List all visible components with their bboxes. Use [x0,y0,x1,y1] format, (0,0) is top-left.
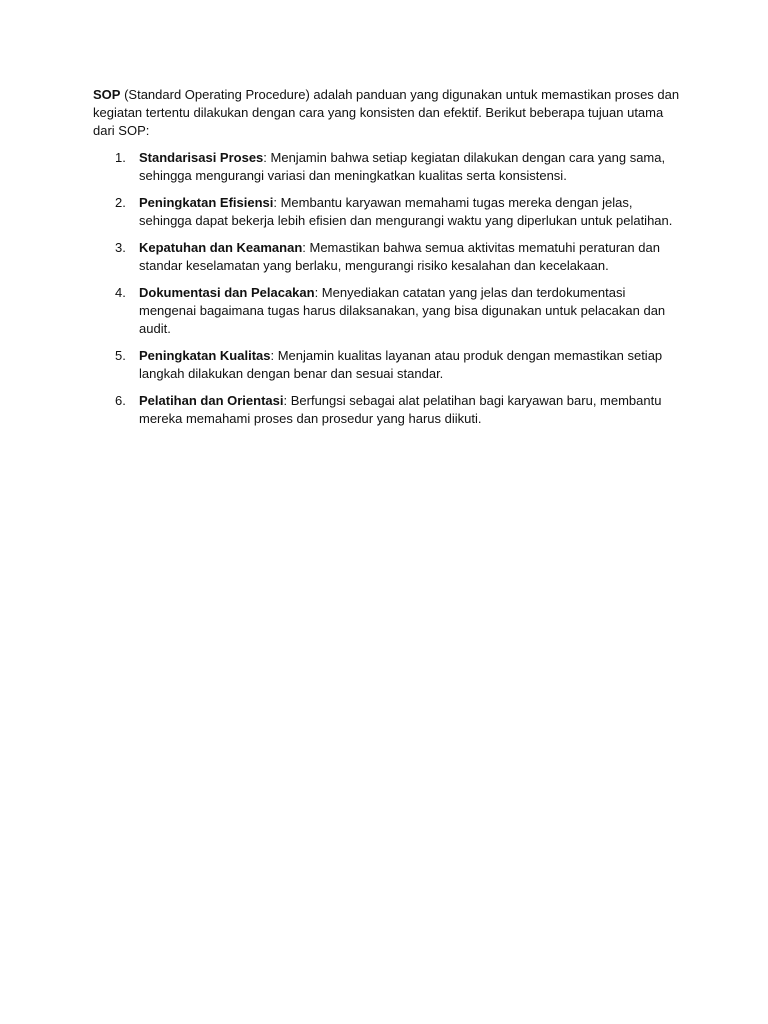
purpose-list [93,149,683,428]
list-item-title: Dokumentasi dan Pelacakan [139,285,315,300]
list-number: 4. [115,285,126,300]
list-item [93,347,683,383]
list-item [93,239,683,275]
list-item-title: Peningkatan Kualitas [139,348,271,363]
list-number: 5. [115,348,126,363]
list-number: 6. [115,393,126,408]
intro-paragraph [93,86,683,140]
intro-term: SOP [93,87,121,102]
list-item-title: Kepatuhan dan Keamanan [139,240,303,255]
list-item-text: : Menyediakan catatan yang jelas dan terdokumentasi mengenai bagaimana tugas harus dilaksanakan, yang bisa digunakan untuk pelacakan dan audit. [139,285,666,336]
list-number: 2. [115,195,126,210]
list-item-text: : Menjamin kualitas layanan atau produk dengan memastikan setiap langkah dilakukan dengan benar dan sesuai standar. [139,348,663,381]
list-number: 1. [115,150,126,165]
list-item [93,284,683,338]
list-item-text: : Menjamin bahwa setiap kegiatan dilakukan dengan cara yang sama, sehingga mengurangi variasi dan meningkatkan kualitas serta konsistensi. [139,150,666,183]
intro-text: (Standard Operating Procedure) adalah panduan yang digunakan untuk memastikan proses dan kegiatan tertentu dilakukan dengan cara yang konsisten dan efektif. Berikut beberapa tujuan utama dari SOP: [93,87,680,138]
document-body [93,86,683,437]
list-item-text: : Membantu karyawan memahami tugas mereka dengan jelas, sehingga dapat bekerja lebih efisien dan mengurangi waktu yang diperlukan untuk pelatihan. [139,195,673,228]
list-item-text: : Berfungsi sebagai alat pelatihan bagi karyawan baru, membantu mereka memahami proses dan prosedur yang harus diikuti. [139,393,662,426]
list-item [93,149,683,185]
list-item-title: Standarisasi Proses [139,150,264,165]
list-item-text: : Memastikan bahwa semua aktivitas mematuhi peraturan dan standar keselamatan yang berlaku, mengurangi risiko kesalahan dan kecelakaan. [139,240,660,273]
list-item [93,194,683,230]
list-item-title: Peningkatan Efisiensi [139,195,274,210]
list-number: 3. [115,240,126,255]
list-item-title: Pelatihan dan Orientasi [139,393,284,408]
list-item [93,392,683,428]
